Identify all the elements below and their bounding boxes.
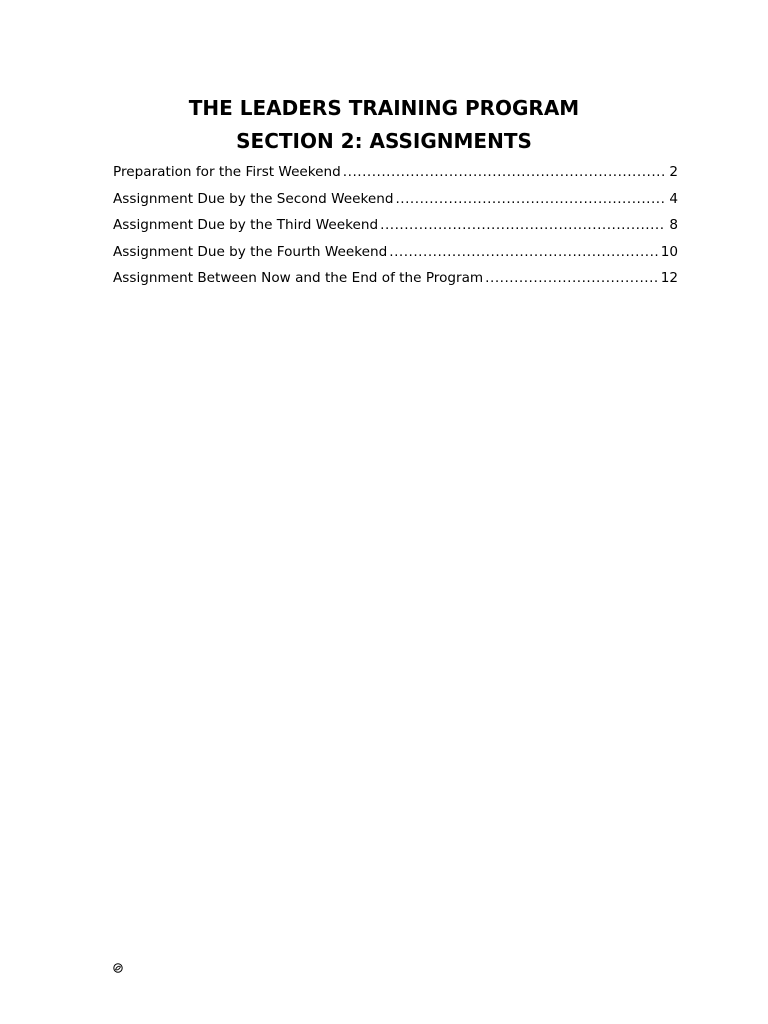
toc-dot-leader xyxy=(389,244,657,260)
toc-dot-leader xyxy=(485,270,658,286)
toc-entry[interactable] xyxy=(113,270,678,297)
toc-entry-page: 2 xyxy=(669,164,678,180)
toc-entry[interactable] xyxy=(113,217,678,244)
toc-entry-label: Assignment Due by the Second Weekend xyxy=(113,190,394,207)
document-title: THE LEADERS TRAINING PROGRAM xyxy=(188,96,580,120)
toc-entry-page: 8 xyxy=(669,217,678,234)
toc-dot-leader xyxy=(395,191,666,207)
toc-entry-label: Preparation for the First Weekend xyxy=(113,164,341,180)
toc-entry-page: 10 xyxy=(660,243,678,260)
toc-entry-label: Assignment Due by the Fourth Weekend xyxy=(113,243,388,260)
toc-entry-page: 4 xyxy=(669,190,678,207)
toc-entry-label: Assignment Due by the Third Weekend xyxy=(113,217,379,234)
toc-entry-label: Assignment Between Now and the End of the Program xyxy=(113,270,484,287)
section-title: SECTION 2: ASSIGNMENTS xyxy=(236,129,532,153)
toc-entry[interactable] xyxy=(113,244,678,271)
toc-entry[interactable] xyxy=(113,191,678,218)
toc-entry[interactable] xyxy=(113,164,678,191)
title-block xyxy=(0,92,768,158)
table-of-contents xyxy=(113,164,678,297)
toc-dot-leader xyxy=(343,164,667,180)
toc-entry-page: 12 xyxy=(660,270,678,287)
toc-dot-leader xyxy=(380,217,666,233)
copyright-scribble-icon xyxy=(112,962,124,974)
